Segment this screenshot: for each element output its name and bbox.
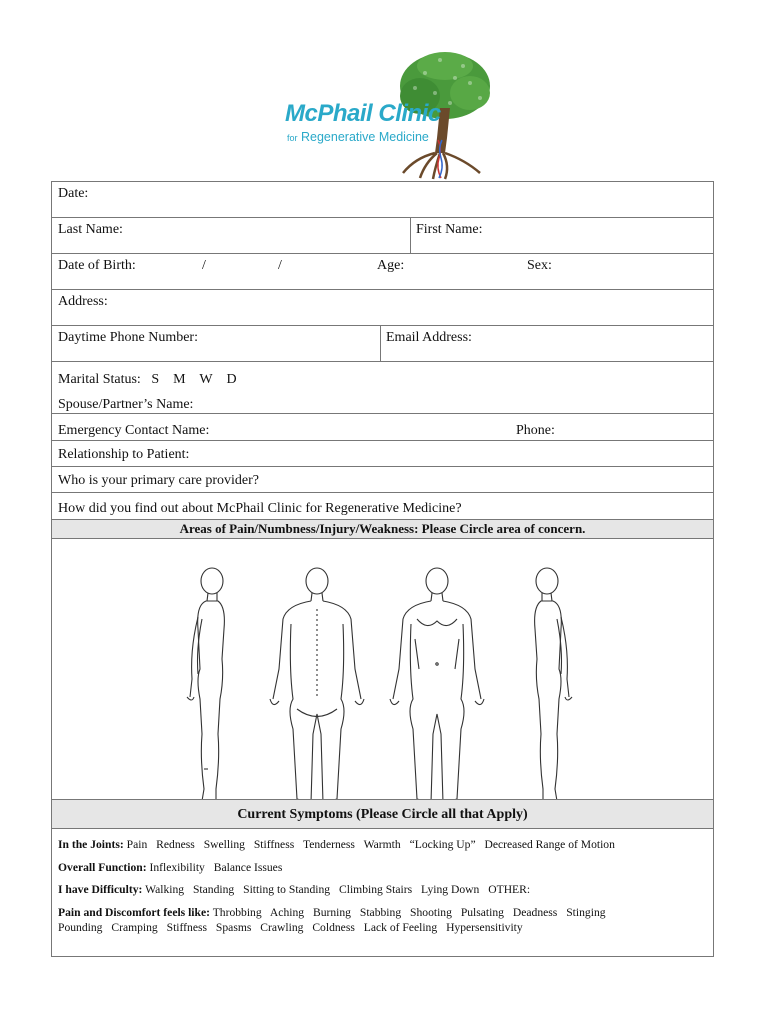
body-diagram bbox=[52, 539, 713, 799]
clinic-name: McPhail Clinic bbox=[285, 100, 441, 127]
pain-header: Areas of Pain/Numbness/Injury/Weakness: Please Circle area of concern. bbox=[52, 519, 713, 539]
symptom-option[interactable]: Stabbing bbox=[359, 906, 402, 919]
phone-label: Daytime Phone Number: bbox=[58, 330, 198, 345]
address-row bbox=[52, 290, 713, 326]
symptom-option[interactable]: Decreased Range of Motion bbox=[484, 838, 615, 851]
symptom-option[interactable]: Climbing Stairs bbox=[339, 883, 413, 896]
marital-label: Marital Status: S M W D bbox=[58, 372, 237, 387]
referral-label: How did you find out about McPhail Clinic for Regenerative Medicine? bbox=[58, 501, 462, 516]
symptom-option[interactable]: Stinging bbox=[566, 906, 606, 919]
address-label: Address: bbox=[58, 294, 108, 309]
marital-option[interactable]: W bbox=[199, 372, 213, 387]
marital-option[interactable]: M bbox=[173, 372, 186, 387]
symptom-option[interactable]: Tenderness bbox=[302, 838, 355, 851]
age-label: Age: bbox=[377, 258, 405, 273]
symptom-difficulty: I have Difficulty: Walking Standing Sitting to Standing Climbing Stairs Lying Down OTHER: bbox=[58, 883, 531, 896]
marital-row bbox=[52, 362, 713, 414]
symptoms-header: Current Symptoms (Please Circle all that Apply) bbox=[52, 799, 713, 829]
symptom-option[interactable]: Sitting to Standing bbox=[243, 883, 331, 896]
date-row bbox=[52, 182, 713, 218]
email-label: Email Address: bbox=[386, 330, 472, 345]
dob-slash: / bbox=[202, 258, 206, 273]
divider bbox=[410, 218, 411, 253]
symptom-option[interactable]: Stiffness bbox=[253, 838, 295, 851]
symptom-option[interactable]: Inflexibility bbox=[149, 861, 205, 874]
symptom-option[interactable]: Lying Down bbox=[421, 883, 480, 896]
relationship-label: Relationship to Patient: bbox=[58, 447, 190, 462]
symptom-option[interactable]: Shooting bbox=[410, 906, 452, 919]
symptom-option[interactable]: Coldness bbox=[312, 921, 355, 934]
symptom-option[interactable]: Crawling bbox=[260, 921, 304, 934]
symptom-option[interactable]: Burning bbox=[312, 906, 351, 919]
divider bbox=[380, 326, 381, 361]
symptom-option[interactable]: Redness bbox=[156, 838, 195, 851]
symptom-option[interactable]: Cramping bbox=[111, 921, 158, 934]
symptom-feels-continued bbox=[58, 921, 529, 934]
name-row bbox=[52, 218, 713, 254]
clinic-logo bbox=[285, 48, 500, 180]
symptom-option[interactable]: Stiffness bbox=[166, 921, 208, 934]
dob-slash: / bbox=[278, 258, 282, 273]
emergency-row bbox=[52, 414, 713, 441]
symptom-option[interactable]: “Locking Up” bbox=[409, 838, 476, 851]
body-front-icon[interactable] bbox=[390, 568, 484, 799]
symptom-option[interactable]: Warmth bbox=[363, 838, 401, 851]
body-side-left-icon[interactable] bbox=[187, 568, 224, 799]
symptom-option[interactable]: Lack of Feeling bbox=[363, 921, 438, 934]
marital-option[interactable]: S bbox=[151, 372, 160, 387]
body-side-right-icon[interactable] bbox=[535, 568, 572, 799]
intake-form bbox=[51, 181, 714, 957]
contact-row bbox=[52, 326, 713, 362]
dob-label: Date of Birth: bbox=[58, 258, 136, 273]
pcp-label: Who is your primary care provider? bbox=[58, 473, 259, 488]
symptom-option[interactable]: Deadness bbox=[512, 906, 558, 919]
emergency-label: Emergency Contact Name: bbox=[58, 423, 210, 438]
dob-row bbox=[52, 254, 713, 290]
spouse-label: Spouse/Partner’s Name: bbox=[58, 397, 194, 412]
symptom-function: Overall Function: Inflexibility Balance Issues bbox=[58, 861, 283, 874]
symptom-option[interactable]: Aching bbox=[269, 906, 305, 919]
symptom-option[interactable]: OTHER: bbox=[488, 883, 531, 896]
first-name-label: First Name: bbox=[416, 222, 483, 237]
symptom-joints: In the Joints: Pain Redness Swelling Stiffness Tenderness Warmth “Locking Up” Decreased Range of Motion bbox=[58, 838, 615, 851]
symptom-option[interactable]: Pain bbox=[126, 838, 148, 851]
symptom-option[interactable]: Spasms bbox=[215, 921, 252, 934]
pcp-row bbox=[52, 467, 713, 493]
symptom-option[interactable]: Pulsating bbox=[460, 906, 504, 919]
symptom-option[interactable]: Walking bbox=[145, 883, 185, 896]
referral-row bbox=[52, 493, 713, 519]
emergency-phone-label: Phone: bbox=[516, 423, 555, 438]
clinic-subtitle: for Regenerative Medicine bbox=[287, 130, 429, 144]
symptom-option[interactable]: Hypersensitivity bbox=[446, 921, 523, 934]
marital-option[interactable]: D bbox=[226, 372, 237, 387]
symptom-option[interactable]: Pounding bbox=[58, 921, 103, 934]
body-back-icon[interactable] bbox=[270, 568, 364, 799]
date-label: Date: bbox=[58, 186, 89, 201]
symptom-option[interactable]: Swelling bbox=[203, 838, 245, 851]
symptom-option[interactable]: Balance Issues bbox=[213, 861, 283, 874]
sex-label: Sex: bbox=[527, 258, 552, 273]
symptom-option[interactable]: Standing bbox=[192, 883, 235, 896]
symptom-feels: Pain and Discomfort feels like: Throbbing Aching Burning Stabbing Shooting Pulsating Deadness Stinging bbox=[58, 906, 606, 919]
last-name-label: Last Name: bbox=[58, 222, 123, 237]
relationship-row bbox=[52, 441, 713, 467]
symptom-option[interactable]: Throbbing bbox=[212, 906, 262, 919]
